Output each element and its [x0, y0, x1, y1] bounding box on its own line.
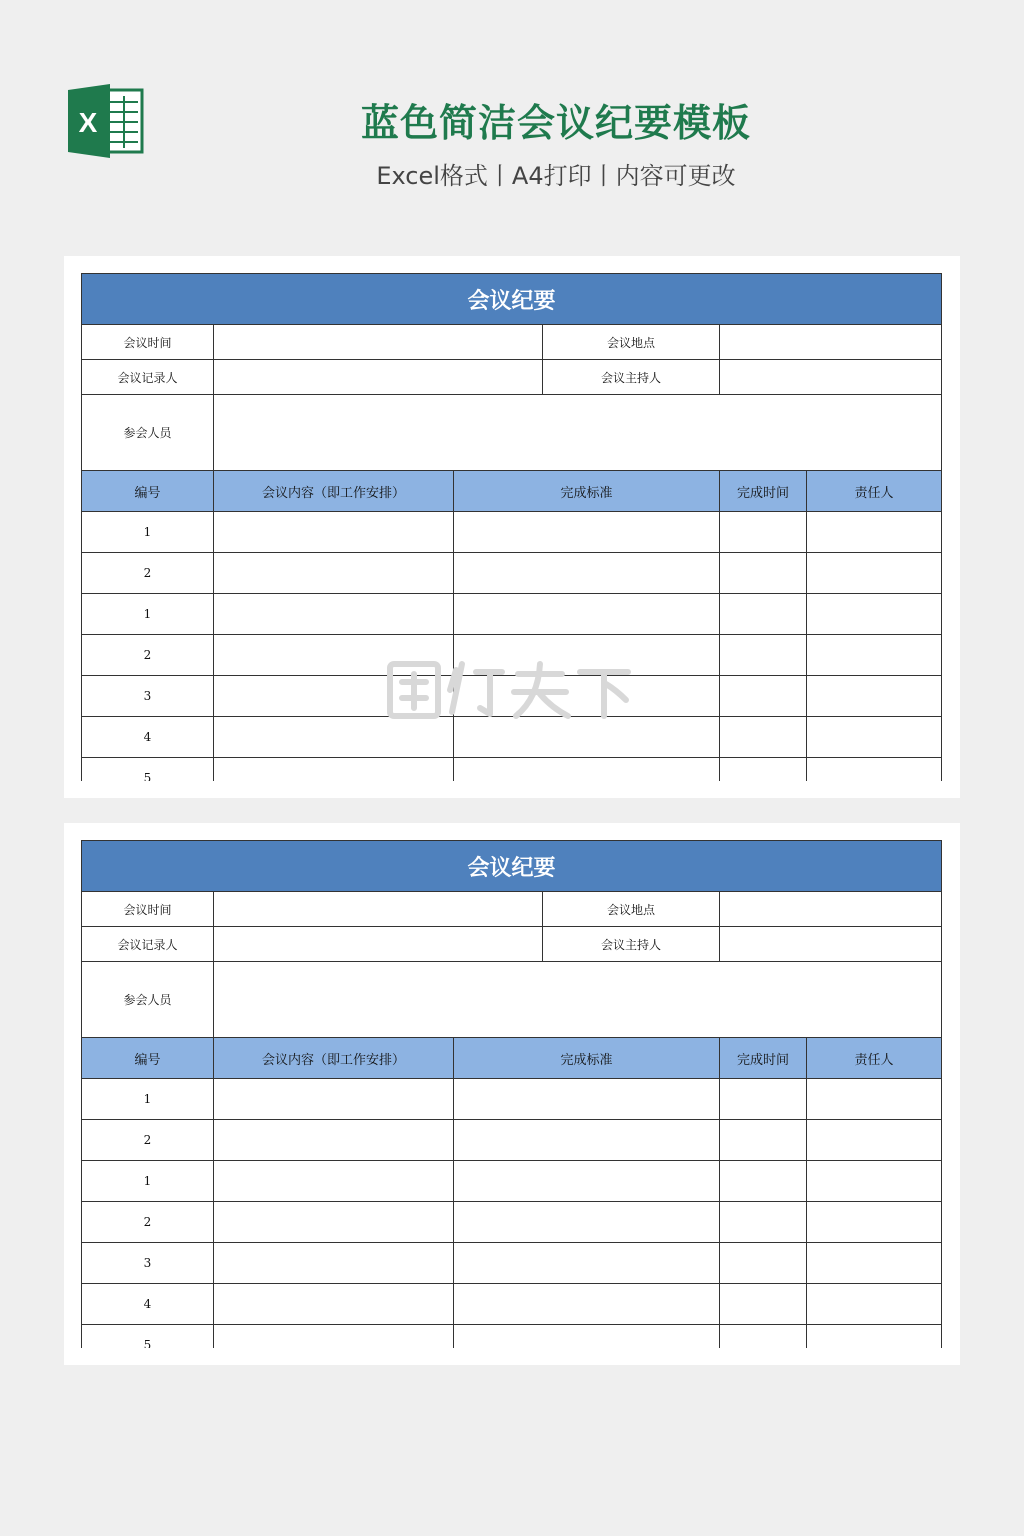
row-number: 4: [82, 1284, 214, 1325]
table-row: [82, 1325, 942, 1349]
sheet-viewport: [81, 840, 943, 1348]
row-number: 1: [82, 1079, 214, 1120]
value-attendees[interactable]: [214, 395, 942, 471]
table-row: [82, 553, 942, 594]
cell-standard[interactable]: [454, 758, 720, 782]
cell-owner[interactable]: [807, 635, 942, 676]
cell-deadline[interactable]: [720, 1243, 807, 1284]
table-row: [82, 1202, 942, 1243]
value-recorder[interactable]: [214, 360, 543, 395]
value-attendees[interactable]: [214, 962, 942, 1038]
cell-content[interactable]: [214, 1325, 454, 1349]
value-host[interactable]: [720, 927, 942, 962]
row-number: 3: [82, 676, 214, 717]
cell-content[interactable]: [214, 1079, 454, 1120]
cell-standard[interactable]: [454, 1161, 720, 1202]
value-host[interactable]: [720, 360, 942, 395]
cell-standard[interactable]: [454, 553, 720, 594]
column-header-number: 编号: [82, 1038, 214, 1079]
cell-content[interactable]: [214, 1284, 454, 1325]
cell-owner[interactable]: [807, 1120, 942, 1161]
cell-standard[interactable]: [454, 512, 720, 553]
table-row: [82, 758, 942, 782]
cell-deadline[interactable]: [720, 553, 807, 594]
row-number: 1: [82, 1161, 214, 1202]
row-number: 2: [82, 553, 214, 594]
cell-standard[interactable]: [454, 1120, 720, 1161]
cell-owner[interactable]: [807, 1284, 942, 1325]
row-number: 2: [82, 635, 214, 676]
row-number: 5: [82, 758, 214, 782]
meeting-minutes-table: [81, 840, 942, 1348]
cell-deadline[interactable]: [720, 1325, 807, 1349]
label-meeting-place: 会议地点: [543, 325, 720, 360]
cell-content[interactable]: [214, 635, 454, 676]
cell-deadline[interactable]: [720, 1079, 807, 1120]
column-header-number: 编号: [82, 471, 214, 512]
table-row: [82, 635, 942, 676]
cell-owner[interactable]: [807, 717, 942, 758]
value-meeting-time[interactable]: [214, 325, 543, 360]
cell-standard[interactable]: [454, 1325, 720, 1349]
value-meeting-place[interactable]: [720, 892, 942, 927]
cell-owner[interactable]: [807, 1202, 942, 1243]
cell-content[interactable]: [214, 553, 454, 594]
cell-content[interactable]: [214, 1202, 454, 1243]
cell-deadline[interactable]: [720, 717, 807, 758]
table-row: [82, 676, 942, 717]
cell-owner[interactable]: [807, 1243, 942, 1284]
label-meeting-time: 会议时间: [82, 892, 214, 927]
cell-standard[interactable]: [454, 1202, 720, 1243]
cell-standard[interactable]: [454, 676, 720, 717]
cell-standard[interactable]: [454, 635, 720, 676]
label-host: 会议主持人: [543, 927, 720, 962]
page-header: [0, 0, 1024, 240]
label-host: 会议主持人: [543, 360, 720, 395]
row-number: 1: [82, 594, 214, 635]
cell-owner[interactable]: [807, 1161, 942, 1202]
value-meeting-time[interactable]: [214, 892, 543, 927]
cell-deadline[interactable]: [720, 512, 807, 553]
label-recorder: 会议记录人: [82, 927, 214, 962]
cell-owner[interactable]: [807, 1079, 942, 1120]
column-header-owner: 责任人: [807, 471, 942, 512]
cell-deadline[interactable]: [720, 758, 807, 782]
cell-deadline[interactable]: [720, 1161, 807, 1202]
cell-standard[interactable]: [454, 1243, 720, 1284]
table-row: [82, 512, 942, 553]
row-number: 3: [82, 1243, 214, 1284]
sheet-title: 会议纪要: [82, 841, 942, 892]
cell-deadline[interactable]: [720, 1120, 807, 1161]
cell-content[interactable]: [214, 717, 454, 758]
page-title: 蓝色简洁会议纪要模板: [360, 101, 751, 145]
row-number: 1: [82, 512, 214, 553]
column-header-deadline: 完成时间: [720, 471, 807, 512]
cell-deadline[interactable]: [720, 676, 807, 717]
sheet-preview-1: [64, 256, 960, 798]
column-header-content: 会议内容（即工作安排）: [214, 471, 454, 512]
table-row: [82, 1243, 942, 1284]
table-row: [82, 717, 942, 758]
cell-deadline[interactable]: [720, 594, 807, 635]
label-recorder: 会议记录人: [82, 360, 214, 395]
cell-content[interactable]: [214, 1161, 454, 1202]
sheet-viewport: [81, 273, 943, 781]
cell-content[interactable]: [214, 1120, 454, 1161]
cell-content[interactable]: [214, 512, 454, 553]
cell-owner[interactable]: [807, 553, 942, 594]
cell-standard[interactable]: [454, 717, 720, 758]
label-attendees: 参会人员: [82, 962, 214, 1038]
meeting-minutes-table: [81, 273, 942, 781]
page-subtitle: Excel格式丨A4打印丨内容可更改: [376, 162, 736, 190]
sheet-preview-2: [64, 823, 960, 1365]
cell-owner[interactable]: [807, 1325, 942, 1349]
value-recorder[interactable]: [214, 927, 543, 962]
cell-content[interactable]: [214, 594, 454, 635]
cell-owner[interactable]: [807, 676, 942, 717]
row-number: 5: [82, 1325, 214, 1349]
column-header-standard: 完成标准: [454, 471, 720, 512]
table-row: [82, 594, 942, 635]
row-number: 2: [82, 1202, 214, 1243]
label-attendees: 参会人员: [82, 395, 214, 471]
cell-content[interactable]: [214, 1243, 454, 1284]
cell-owner[interactable]: [807, 758, 942, 782]
cell-owner[interactable]: [807, 594, 942, 635]
cell-content[interactable]: [214, 758, 454, 782]
cell-standard[interactable]: [454, 1284, 720, 1325]
table-row: [82, 1161, 942, 1202]
value-meeting-place[interactable]: [720, 325, 942, 360]
label-meeting-time: 会议时间: [82, 325, 214, 360]
cell-owner[interactable]: [807, 512, 942, 553]
column-header-standard: 完成标准: [454, 1038, 720, 1079]
sheet-title: 会议纪要: [82, 274, 942, 325]
column-header-content: 会议内容（即工作安排）: [214, 1038, 454, 1079]
column-header-deadline: 完成时间: [720, 1038, 807, 1079]
column-header-owner: 责任人: [807, 1038, 942, 1079]
cell-standard[interactable]: [454, 594, 720, 635]
cell-deadline[interactable]: [720, 1202, 807, 1243]
table-row: [82, 1079, 942, 1120]
cell-deadline[interactable]: [720, 1284, 807, 1325]
table-row: [82, 1284, 942, 1325]
cell-content[interactable]: [214, 676, 454, 717]
excel-logo-icon: [66, 84, 144, 158]
cell-deadline[interactable]: [720, 635, 807, 676]
table-row: [82, 1120, 942, 1161]
row-number: 2: [82, 1120, 214, 1161]
row-number: 4: [82, 717, 214, 758]
cell-standard[interactable]: [454, 1079, 720, 1120]
excel-logo-letter: X: [78, 107, 98, 138]
label-meeting-place: 会议地点: [543, 892, 720, 927]
